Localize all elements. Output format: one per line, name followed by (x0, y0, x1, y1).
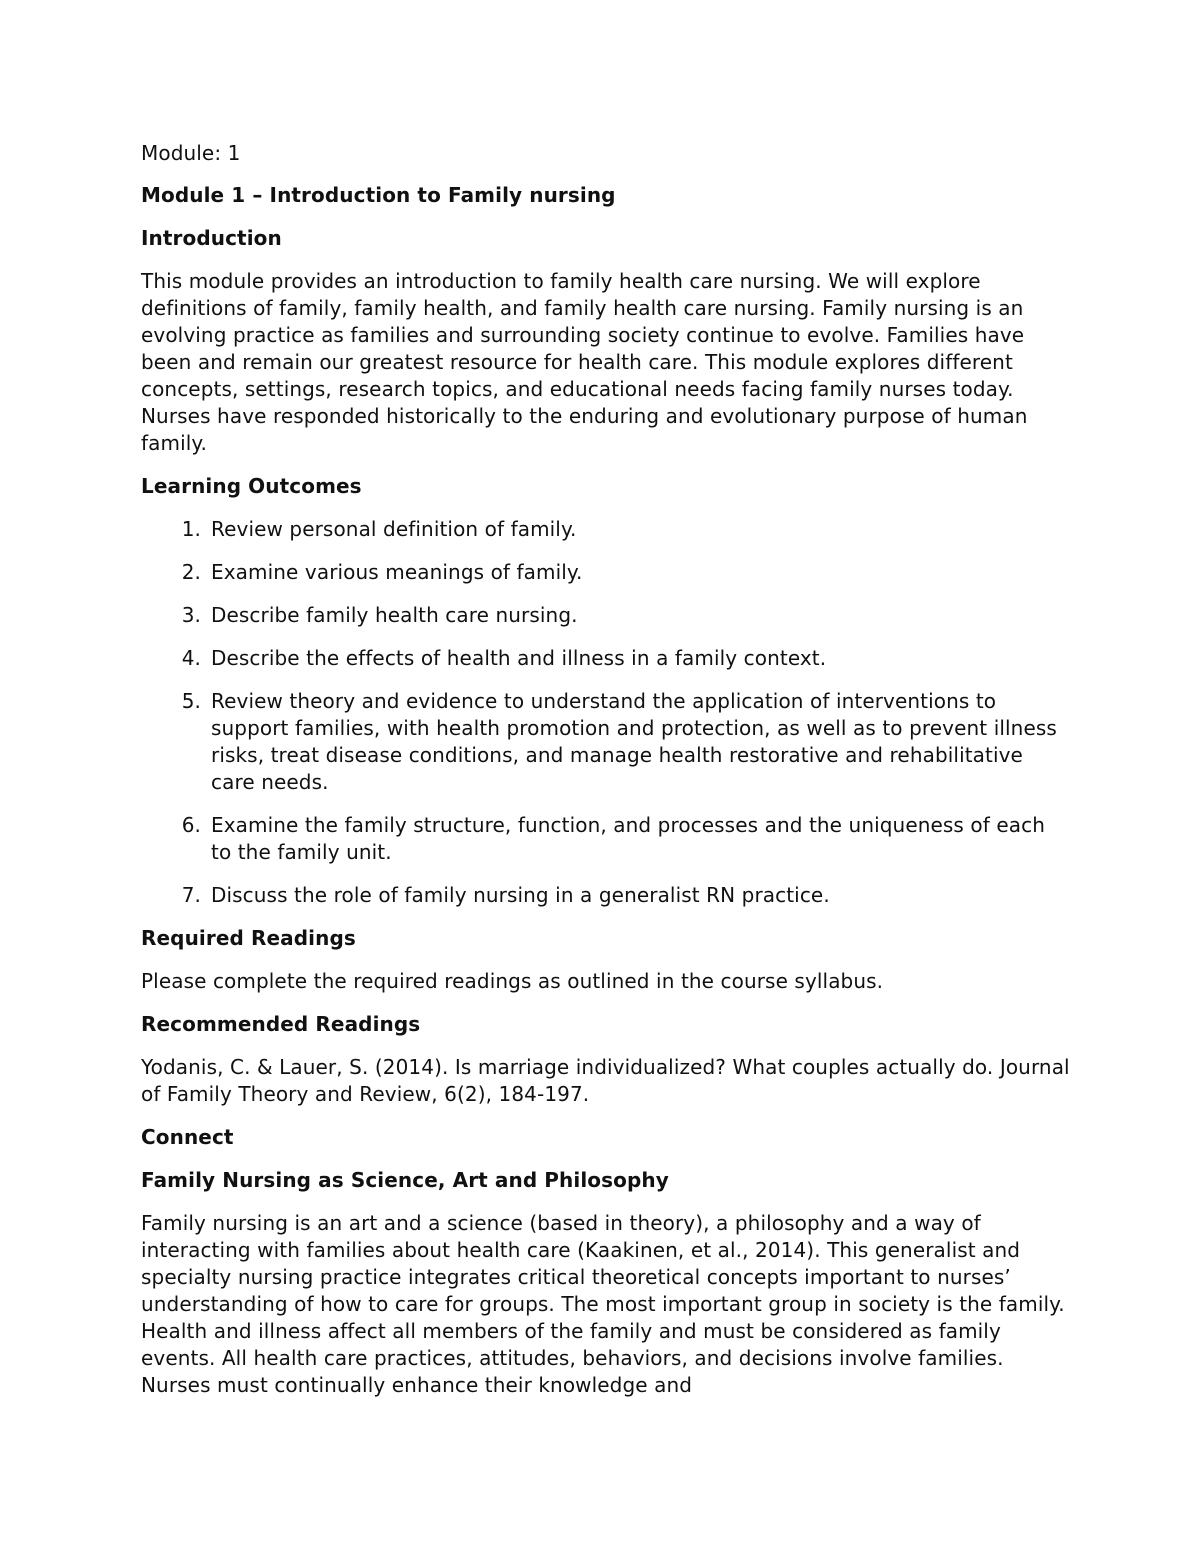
list-item (141, 602, 1071, 629)
list-item-text: Describe family health care nursing. (211, 603, 578, 627)
recommended-readings-heading: Recommended Readings (141, 1012, 421, 1036)
page-title: Module 1 – Introduction to Family nursing (141, 183, 616, 207)
document-page (141, 140, 1071, 1415)
list-item-text: Examine the family structure, function, and processes and the uniqueness of each to the family unit. (211, 813, 1045, 864)
family-nursing-heading: Family Nursing as Science, Art and Philosophy (141, 1168, 669, 1192)
list-item-number: 5. (181, 689, 201, 713)
required-readings-body: Please complete the required readings as outlined in the course syllabus. (141, 969, 884, 993)
list-item-text: Examine various meanings of family. (211, 560, 583, 584)
list-item-number: 4. (181, 646, 201, 670)
learning-outcomes-list (141, 516, 1071, 909)
list-item-text: Review theory and evidence to understand the application of interventions to support families, with health promotion and protection, as well as to prevent illness risks, treat disease conditions, and manage health restorative and rehabilitative care needs. (211, 689, 1057, 794)
list-item-number: 1. (181, 517, 201, 541)
module-label: Module: 1 (141, 141, 241, 165)
list-item (141, 812, 1071, 866)
list-item-number: 6. (181, 813, 201, 837)
introduction-heading: Introduction (141, 226, 282, 250)
list-item-number: 2. (181, 560, 201, 584)
list-item (141, 688, 1071, 796)
list-item (141, 559, 1071, 586)
list-item-text: Describe the effects of health and illness in a family context. (211, 646, 827, 670)
required-readings-heading: Required Readings (141, 926, 356, 950)
introduction-body: This module provides an introduction to family health care nursing. We will explore definitions of family, family health, and family health care nursing. Family nursing is an evolving practice as families and surrounding society continue to evolve. Families have been and remain our greatest resource for health care. This module explores different concepts, settings, research topics, and educational needs facing family nurses today. Nurses have responded historically to the enduring and evolutionary purpose of human family. (141, 269, 1028, 455)
list-item (141, 645, 1071, 672)
learning-outcomes-heading: Learning Outcomes (141, 474, 362, 498)
family-nursing-body: Family nursing is an art and a science (based in theory), a philosophy and a way of interacting with families about health care (Kaakinen, et al., 2014). This generalist and specialty nursing practice integrates critical theoretical concepts important to nurses’ understanding of how to care for groups. The most important group in society is the family. Health and illness affect all members of the family and must be considered as family events. All health care practices, attitudes, behaviors, and decisions involve families. Nurses must continually enhance their knowledge and (141, 1211, 1065, 1397)
connect-heading: Connect (141, 1125, 234, 1149)
recommended-readings-body: Yodanis, C. & Lauer, S. (2014). Is marriage individualized? What couples actually do. Journal of Family Theory and Review, 6(2), 184-197. (141, 1055, 1070, 1106)
list-item-number: 3. (181, 603, 201, 627)
list-item-number: 7. (181, 883, 201, 907)
list-item (141, 882, 1071, 909)
list-item (141, 516, 1071, 543)
list-item-text: Discuss the role of family nursing in a generalist RN practice. (211, 883, 830, 907)
list-item-text: Review personal definition of family. (211, 517, 577, 541)
